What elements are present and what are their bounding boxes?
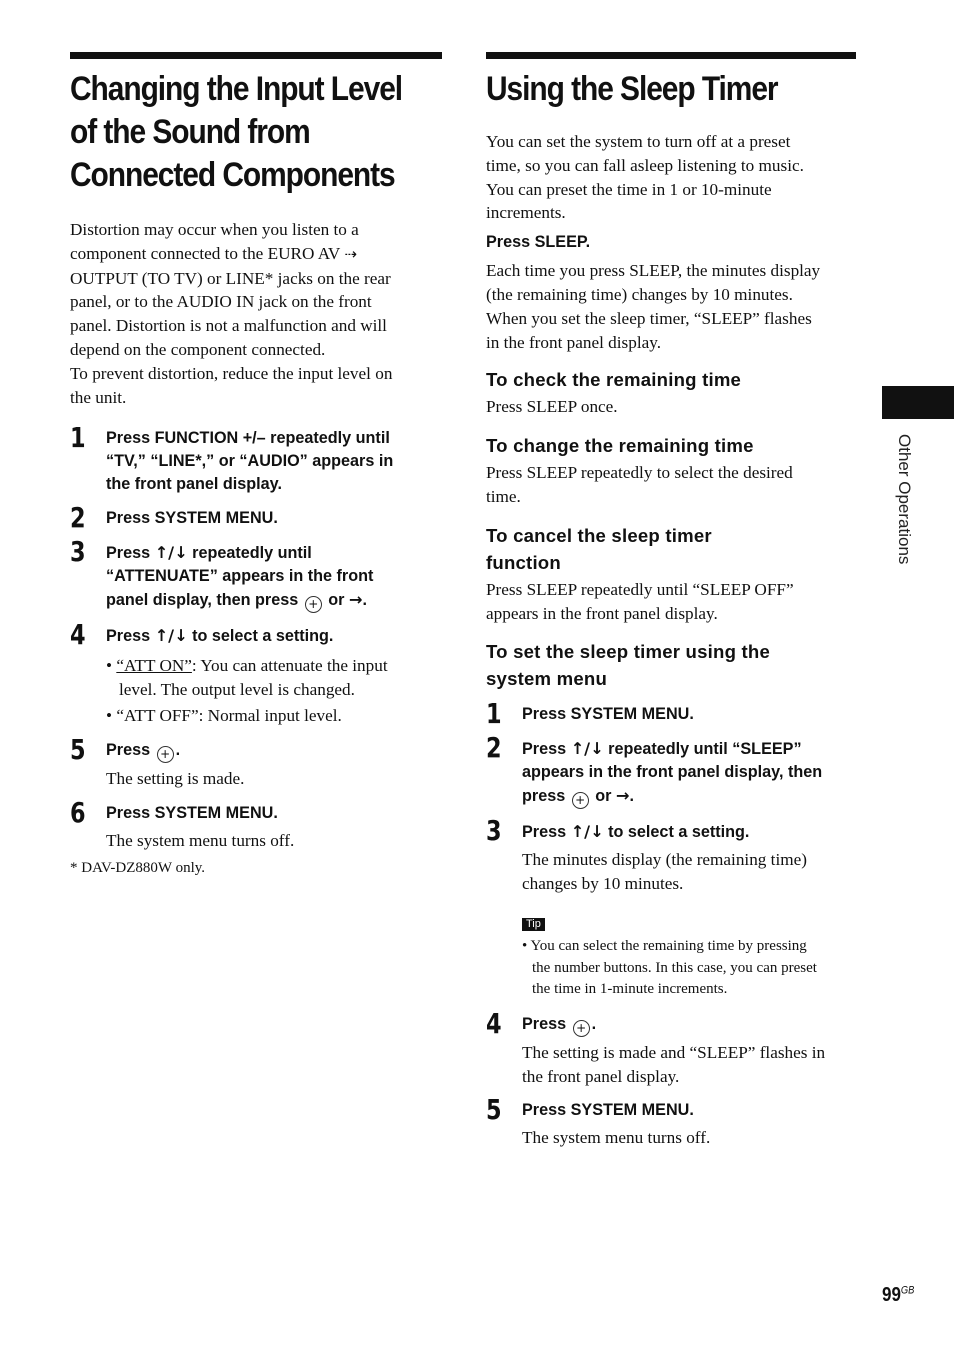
footnote: * DAV-DZ880W only. <box>70 860 206 877</box>
step-number: 1 <box>486 697 502 731</box>
bullet-item: • “ATT ON”: You can attenuate the input level. The output level is changed. <box>106 656 388 700</box>
instruction-line: Press ↑/↓ to select a setting. <box>522 822 750 842</box>
intro-line: increments. <box>486 203 566 223</box>
title-line: of the Sound from <box>70 113 310 151</box>
left-intro <box>70 218 442 409</box>
right-intro <box>486 130 856 225</box>
step-number: 1 <box>70 421 86 455</box>
sleep-step-1 <box>486 697 856 731</box>
step-result: The setting is made. <box>106 768 245 788</box>
instruction-line: Press SYSTEM MENU. <box>106 509 278 528</box>
step-number: 2 <box>70 501 86 535</box>
intro-line: component connected to the EURO AV ⇢ <box>70 243 357 263</box>
title-line: Connected Components <box>70 156 395 194</box>
tip-text: • You can select the remaining time by pressing the number buttons. In this case, you can preset the time in 1-minute increments. <box>522 937 817 998</box>
step-6 <box>70 795 442 853</box>
instruction-line: Press SYSTEM MENU. <box>106 803 278 822</box>
step-number: 3 <box>70 535 86 569</box>
intro-line: panel, or to the AUDIO IN jack on the front <box>70 292 372 312</box>
check-desc: Press SLEEP once. <box>486 397 618 417</box>
enter-button-icon: + <box>305 596 322 613</box>
intro-line: You can preset the time in 1 or 10-minute <box>486 179 772 199</box>
change-desc: Press SLEEP repeatedly to select the desired <box>486 463 793 483</box>
step-2 <box>70 501 442 535</box>
cancel-desc: Press SLEEP repeatedly until “SLEEP OFF” <box>486 579 794 599</box>
instruction-line: Press ↑/↓ to select a setting. <box>106 626 334 646</box>
right-arrow-icon: → <box>348 590 363 610</box>
left-title <box>70 68 442 197</box>
sleep-step-5 <box>486 1093 856 1150</box>
up-down-arrow-icon: ↑/↓ <box>154 626 188 646</box>
left-column <box>70 52 442 878</box>
intro-line: depend on the component connected. <box>70 339 326 359</box>
press-sleep-desc: Each time you press SLEEP, the minutes display (the remaining time) changes by 10 minutes. When you set the sleep timer, “SLEEP” flashes in the front panel display. <box>486 261 821 352</box>
step-3 <box>70 535 442 613</box>
right-column <box>486 52 856 1150</box>
section-rule <box>486 52 856 59</box>
side-section-label: Other Operations <box>895 434 914 565</box>
enter-button-icon: + <box>572 792 589 809</box>
input-arrow-icon: ⇢ <box>344 244 357 263</box>
change-desc: time. <box>486 486 521 506</box>
cancel-subheading: To cancel the sleep timer function <box>486 524 712 573</box>
step-1 <box>70 421 442 496</box>
instruction-line: “ATTENUATE” appears in the front <box>106 567 374 586</box>
intro-line: You can set the system to turn off at a preset <box>486 132 791 151</box>
tip-badge: Tip <box>522 918 545 931</box>
step-result: The system menu turns off. <box>522 1128 711 1148</box>
tip-box <box>522 914 856 1001</box>
instruction-line: Press SYSTEM MENU. <box>522 1101 694 1120</box>
menu-subheading: To set the sleep timer using the system menu <box>486 641 770 690</box>
step-number: 5 <box>70 732 86 766</box>
step-number: 4 <box>70 618 86 652</box>
step-number: 3 <box>486 814 502 848</box>
up-down-arrow-icon: ↑/↓ <box>154 543 188 563</box>
instruction-line: appears in the front panel display, then <box>522 763 823 782</box>
title-line: Changing the Input Level <box>70 70 403 108</box>
step-result: The system menu turns off. <box>106 830 295 850</box>
intro-line: time, so you can fall asleep listening to music. <box>486 155 804 175</box>
step-result: The minutes display (the remaining time) changes by 10 minutes. <box>522 850 807 894</box>
step-5 <box>70 732 442 791</box>
link-term[interactable]: “ATT ON” <box>116 656 192 676</box>
step-number: 4 <box>486 1006 502 1040</box>
instruction-line: “TV,” “LINE*,” or “AUDIO” appears in <box>106 452 394 471</box>
intro-line: Distortion may occur when you listen to a <box>70 220 359 239</box>
instruction-line: Press + . <box>522 1014 597 1035</box>
intro-line: OUTPUT (TO TV) or LINE* jacks on the rear <box>70 268 391 288</box>
instruction-line: Press ↑/↓ repeatedly until “SLEEP” <box>522 739 802 759</box>
right-title: Using the Sleep Timer <box>486 70 778 108</box>
step-number: 6 <box>70 795 86 829</box>
sleep-step-3 <box>486 814 856 1000</box>
intro-line: panel. Distortion is not a malfunction and will <box>70 316 387 336</box>
up-down-arrow-icon: ↑/↓ <box>570 739 604 759</box>
instruction-line: press + or →. <box>522 786 634 808</box>
instruction-line: Press + . <box>106 740 181 761</box>
press-sleep-heading: Press SLEEP. <box>486 233 591 252</box>
section-rule <box>70 52 442 59</box>
change-subheading: To change the remaining time <box>486 435 754 457</box>
cancel-desc: appears in the front panel display. <box>486 603 718 623</box>
sleep-step-2 <box>486 731 856 809</box>
bullet-item: • “ATT OFF”: Normal input level. <box>106 705 342 725</box>
check-subheading: To check the remaining time <box>486 369 742 391</box>
side-tab-marker <box>882 386 954 419</box>
step-number: 2 <box>486 731 502 765</box>
step-result: The setting is made and “SLEEP” flashes in the front panel display. <box>522 1042 826 1086</box>
instruction-line: Press ↑/↓ repeatedly until <box>106 543 312 563</box>
step-number: 5 <box>486 1093 502 1127</box>
sleep-step-4 <box>486 1006 856 1089</box>
intro-line: the unit. <box>70 387 127 407</box>
instruction-line: Press SYSTEM MENU. <box>522 705 694 724</box>
instruction-line: Press FUNCTION +/– repeatedly until <box>106 429 390 448</box>
step-4 <box>70 618 442 727</box>
enter-button-icon: + <box>157 746 174 763</box>
intro-line: To prevent distortion, reduce the input level on <box>70 363 393 383</box>
right-arrow-icon: → <box>615 786 630 806</box>
instruction-line: panel display, then press + or →. <box>106 590 367 612</box>
page-number: $99^{GB}$ <box>882 1284 915 1306</box>
enter-button-icon: + <box>573 1020 590 1037</box>
instruction-line: the front panel display. <box>106 475 282 494</box>
up-down-arrow-icon: ↑/↓ <box>570 822 604 842</box>
